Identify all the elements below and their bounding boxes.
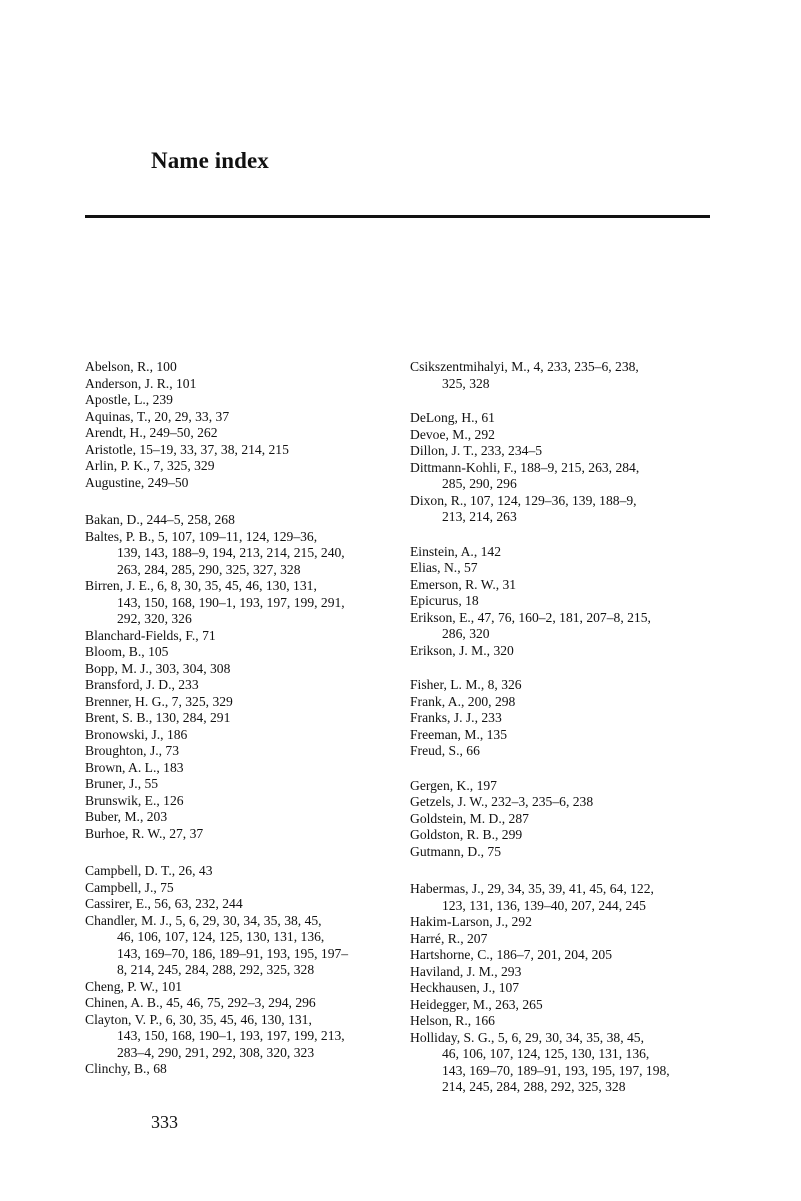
index-entry (410, 964, 715, 981)
index-entry (410, 593, 715, 610)
index-entry-line: Goldstein, M. D., 287 (410, 810, 529, 826)
index-entry (85, 826, 405, 843)
index-entry (410, 560, 715, 577)
letter-group-gap (410, 392, 715, 410)
index-entry (410, 914, 715, 931)
index-entry (85, 458, 405, 475)
index-entry-line: Burhoe, R. W., 27, 37 (85, 825, 204, 841)
index-entry-line: Brunswik, E., 126 (85, 792, 184, 808)
index-entry-line: Hakim-Larson, J., 292 (410, 914, 532, 929)
index-entry (85, 409, 405, 426)
index-entry-line: Freud, S., 66 (410, 743, 480, 758)
index-entry-line: Aquinas, T., 20, 29, 33, 37 (85, 408, 230, 424)
index-entry-line: Anderson, J. R., 101 (85, 375, 197, 391)
index-entry-line: Heidegger, M., 263, 265 (410, 996, 543, 1012)
index-entry (85, 913, 405, 979)
index-entry-continuation: 143, 169–70, 186, 189–91, 193, 195, 197– (117, 945, 349, 961)
index-entry-continuation: 46, 106, 107, 124, 125, 130, 131, 136, (117, 929, 325, 944)
title-rule (85, 215, 710, 218)
index-entry-line: Augustine, 249–50 (85, 474, 189, 490)
letter-group-gap (85, 842, 405, 863)
index-entry (410, 947, 715, 964)
index-entry (85, 760, 405, 777)
index-entry-line: Apostle, L., 239 (85, 392, 173, 407)
index-entry (85, 727, 405, 744)
index-entry-line: Erikson, E., 47, 76, 160–2, 181, 207–8, 215, (410, 609, 651, 625)
index-entry (410, 881, 715, 914)
index-entry (410, 710, 715, 727)
index-entry-line: Goldston, R. B., 299 (410, 827, 523, 842)
index-entry-continuation: 285, 290, 296 (442, 476, 517, 491)
index-entry-line: Epicurus, 18 (410, 593, 479, 608)
index-entry-line: Harré, R., 207 (410, 930, 488, 946)
index-entry (85, 979, 405, 996)
index-entry-continuation: 263, 284, 285, 290, 325, 327, 328 (117, 561, 301, 577)
index-entry (85, 677, 405, 694)
index-entry-line: Aristotle, 15–19, 33, 37, 38, 214, 215 (85, 441, 289, 457)
index-entry-line: Buber, M., 203 (85, 809, 168, 824)
index-entry (85, 644, 405, 661)
index-entry-line: Getzels, J. W., 232–3, 235–6, 238 (410, 794, 594, 809)
index-entry (410, 410, 715, 427)
index-entry-continuation: 325, 328 (442, 375, 490, 391)
index-entry-continuation: 292, 320, 326 (117, 611, 192, 626)
index-entry-continuation: 123, 131, 136, 139–40, 207, 244, 245 (442, 897, 646, 913)
index-entry (85, 359, 405, 376)
index-entry (410, 844, 715, 861)
index-entry-line: Franks, J. J., 233 (410, 710, 502, 725)
index-entry-line: Csikszentmihalyi, M., 4, 233, 235–6, 238, (410, 359, 639, 374)
index-entry-line: Fisher, L. M., 8, 326 (410, 677, 522, 692)
index-entry-line: DeLong, H., 61 (410, 410, 495, 425)
index-entry-line: Cheng, P. W., 101 (85, 978, 183, 994)
index-entry-line: Frank, A., 200, 298 (410, 693, 516, 709)
index-entry-line: Brown, A. L., 183 (85, 759, 184, 775)
index-entry (410, 931, 715, 948)
index-entry-line: Campbell, D. T., 26, 43 (85, 863, 213, 878)
index-entry-continuation: 213, 214, 263 (442, 509, 517, 524)
index-entry-line: Helson, R., 166 (410, 1013, 495, 1028)
index-entry (85, 661, 405, 678)
index-column-left (85, 359, 405, 1078)
index-entry (410, 460, 715, 493)
index-entry-line: Bruner, J., 55 (85, 776, 159, 791)
index-entry-line: Erikson, J. M., 320 (410, 642, 514, 658)
index-entry-line: Einstein, A., 142 (410, 543, 502, 559)
index-entry (410, 1030, 715, 1096)
index-entry (85, 628, 405, 645)
letter-group-gap (410, 860, 715, 881)
index-entry (410, 493, 715, 526)
index-entry-line: Bakan, D., 244–5, 258, 268 (85, 512, 235, 527)
index-entry-line: Arendt, H., 249–50, 262 (85, 425, 218, 440)
index-entry-line: Devoe, M., 292 (410, 426, 495, 442)
index-entry (410, 997, 715, 1014)
index-entry (85, 475, 405, 492)
index-entry-line: Holliday, S. G., 5, 6, 29, 30, 34, 35, 38, 45, (410, 1029, 644, 1045)
letter-group-gap (410, 526, 715, 544)
index-entry (85, 743, 405, 760)
index-entry (85, 776, 405, 793)
index-entry-line: Abelson, R., 100 (85, 359, 177, 374)
index-entry-line: Habermas, J., 29, 34, 35, 39, 41, 45, 64, 122, (410, 881, 654, 896)
index-entry-line: Cassirer, E., 56, 63, 232, 244 (85, 896, 243, 911)
index-entry (410, 743, 715, 760)
index-entry (85, 425, 405, 442)
index-entry-continuation: 286, 320 (442, 626, 490, 641)
index-entry-line: Emerson, R. W., 31 (410, 576, 517, 592)
index-entry-line: Freeman, M., 135 (410, 726, 508, 742)
index-entry-line: Heckhausen, J., 107 (410, 980, 520, 995)
index-entry-continuation: 214, 245, 284, 288, 292, 325, 328 (442, 1079, 626, 1094)
index-entry-line: Birren, J. E., 6, 8, 30, 35, 45, 46, 130, 131, (85, 578, 317, 593)
index-entry-line: Campbell, J., 75 (85, 879, 174, 895)
index-entry-continuation: 143, 169–70, 189–91, 193, 195, 197, 198, (442, 1062, 670, 1078)
index-entry-line: Dillon, J. T., 233, 234–5 (410, 443, 543, 458)
index-entry (85, 512, 405, 529)
index-entry-line: Dixon, R., 107, 124, 129–36, 139, 188–9, (410, 492, 637, 508)
index-entry (410, 544, 715, 561)
letter-group-gap (85, 491, 405, 512)
index-entry-line: Bransford, J. D., 233 (85, 677, 199, 692)
index-entry-line: Bloom, B., 105 (85, 644, 169, 659)
index-entry (85, 694, 405, 711)
index-entry (410, 811, 715, 828)
index-entry (410, 443, 715, 460)
index-entry-continuation: 143, 150, 168, 190–1, 193, 197, 199, 291, (117, 594, 345, 610)
index-entry (410, 727, 715, 744)
index-entry-line: Arlin, P. K., 7, 325, 329 (85, 458, 215, 473)
index-entry (410, 610, 715, 643)
index-entry-line: Baltes, P. B., 5, 107, 109–11, 124, 129–36, (85, 528, 318, 544)
index-entry (410, 980, 715, 997)
index-entry-line: Hartshorne, C., 186–7, 201, 204, 205 (410, 947, 613, 962)
index-entry (410, 778, 715, 795)
index-entry (410, 694, 715, 711)
index-entry (410, 359, 715, 392)
index-entry-continuation: 8, 214, 245, 284, 288, 292, 325, 328 (117, 962, 315, 977)
index-entry-line: Clayton, V. P., 6, 30, 35, 45, 46, 130, 131, (85, 1011, 312, 1027)
index-entry (85, 809, 405, 826)
index-entry-line: Blanchard-Fields, F., 71 (85, 627, 216, 643)
index-entry-continuation: 46, 106, 107, 124, 125, 130, 131, 136, (442, 1046, 650, 1061)
index-entry-line: Broughton, J., 73 (85, 743, 180, 758)
index-entry (85, 1061, 405, 1078)
index-entry-line: Chandler, M. J., 5, 6, 29, 30, 34, 35, 38, 45, (85, 912, 322, 928)
letter-group-gap (410, 659, 715, 677)
index-entry (410, 794, 715, 811)
page-number: 333 (151, 1112, 178, 1132)
index-entry (85, 1012, 405, 1062)
index-entry-line: Haviland, J. M., 293 (410, 963, 522, 979)
letter-group-gap (410, 760, 715, 778)
index-entry (410, 827, 715, 844)
index-entry (410, 577, 715, 594)
page-title: Name index (151, 148, 269, 173)
index-entry (410, 1013, 715, 1030)
index-entry-line: Brenner, H. G., 7, 325, 329 (85, 693, 233, 709)
index-entry-line: Brent, S. B., 130, 284, 291 (85, 710, 231, 725)
index-entry (85, 880, 405, 897)
index-entry-line: Gutmann, D., 75 (410, 843, 501, 859)
index-entry (410, 643, 715, 660)
index-entry (85, 710, 405, 727)
index-column-right (410, 359, 715, 1096)
index-entry-line: Bronowski, J., 186 (85, 726, 188, 742)
index-entry (85, 896, 405, 913)
index-entry-line: Elias, N., 57 (410, 560, 478, 575)
index-entry (410, 677, 715, 694)
index-entry-continuation: 143, 150, 168, 190–1, 193, 197, 199, 213, (117, 1028, 345, 1043)
index-entry (85, 995, 405, 1012)
index-entry (85, 793, 405, 810)
index-entry-line: Dittmann-Kohli, F., 188–9, 215, 263, 284, (410, 459, 640, 475)
index-entry-continuation: 283–4, 290, 291, 292, 308, 320, 323 (117, 1044, 315, 1060)
index-entry-continuation: 139, 143, 188–9, 194, 213, 214, 215, 240, (117, 545, 345, 560)
index-entry (85, 529, 405, 579)
index-entry-line: Chinen, A. B., 45, 46, 75, 292–3, 294, 296 (85, 995, 316, 1010)
index-entry-line: Bopp, M. J., 303, 304, 308 (85, 660, 231, 676)
index-entry (85, 578, 405, 628)
index-entry-line: Gergen, K., 197 (410, 777, 497, 793)
index-entry (85, 392, 405, 409)
index-entry (85, 442, 405, 459)
index-entry (85, 376, 405, 393)
index-entry-line: Clinchy, B., 68 (85, 1061, 167, 1076)
index-entry (85, 863, 405, 880)
index-entry (410, 427, 715, 444)
